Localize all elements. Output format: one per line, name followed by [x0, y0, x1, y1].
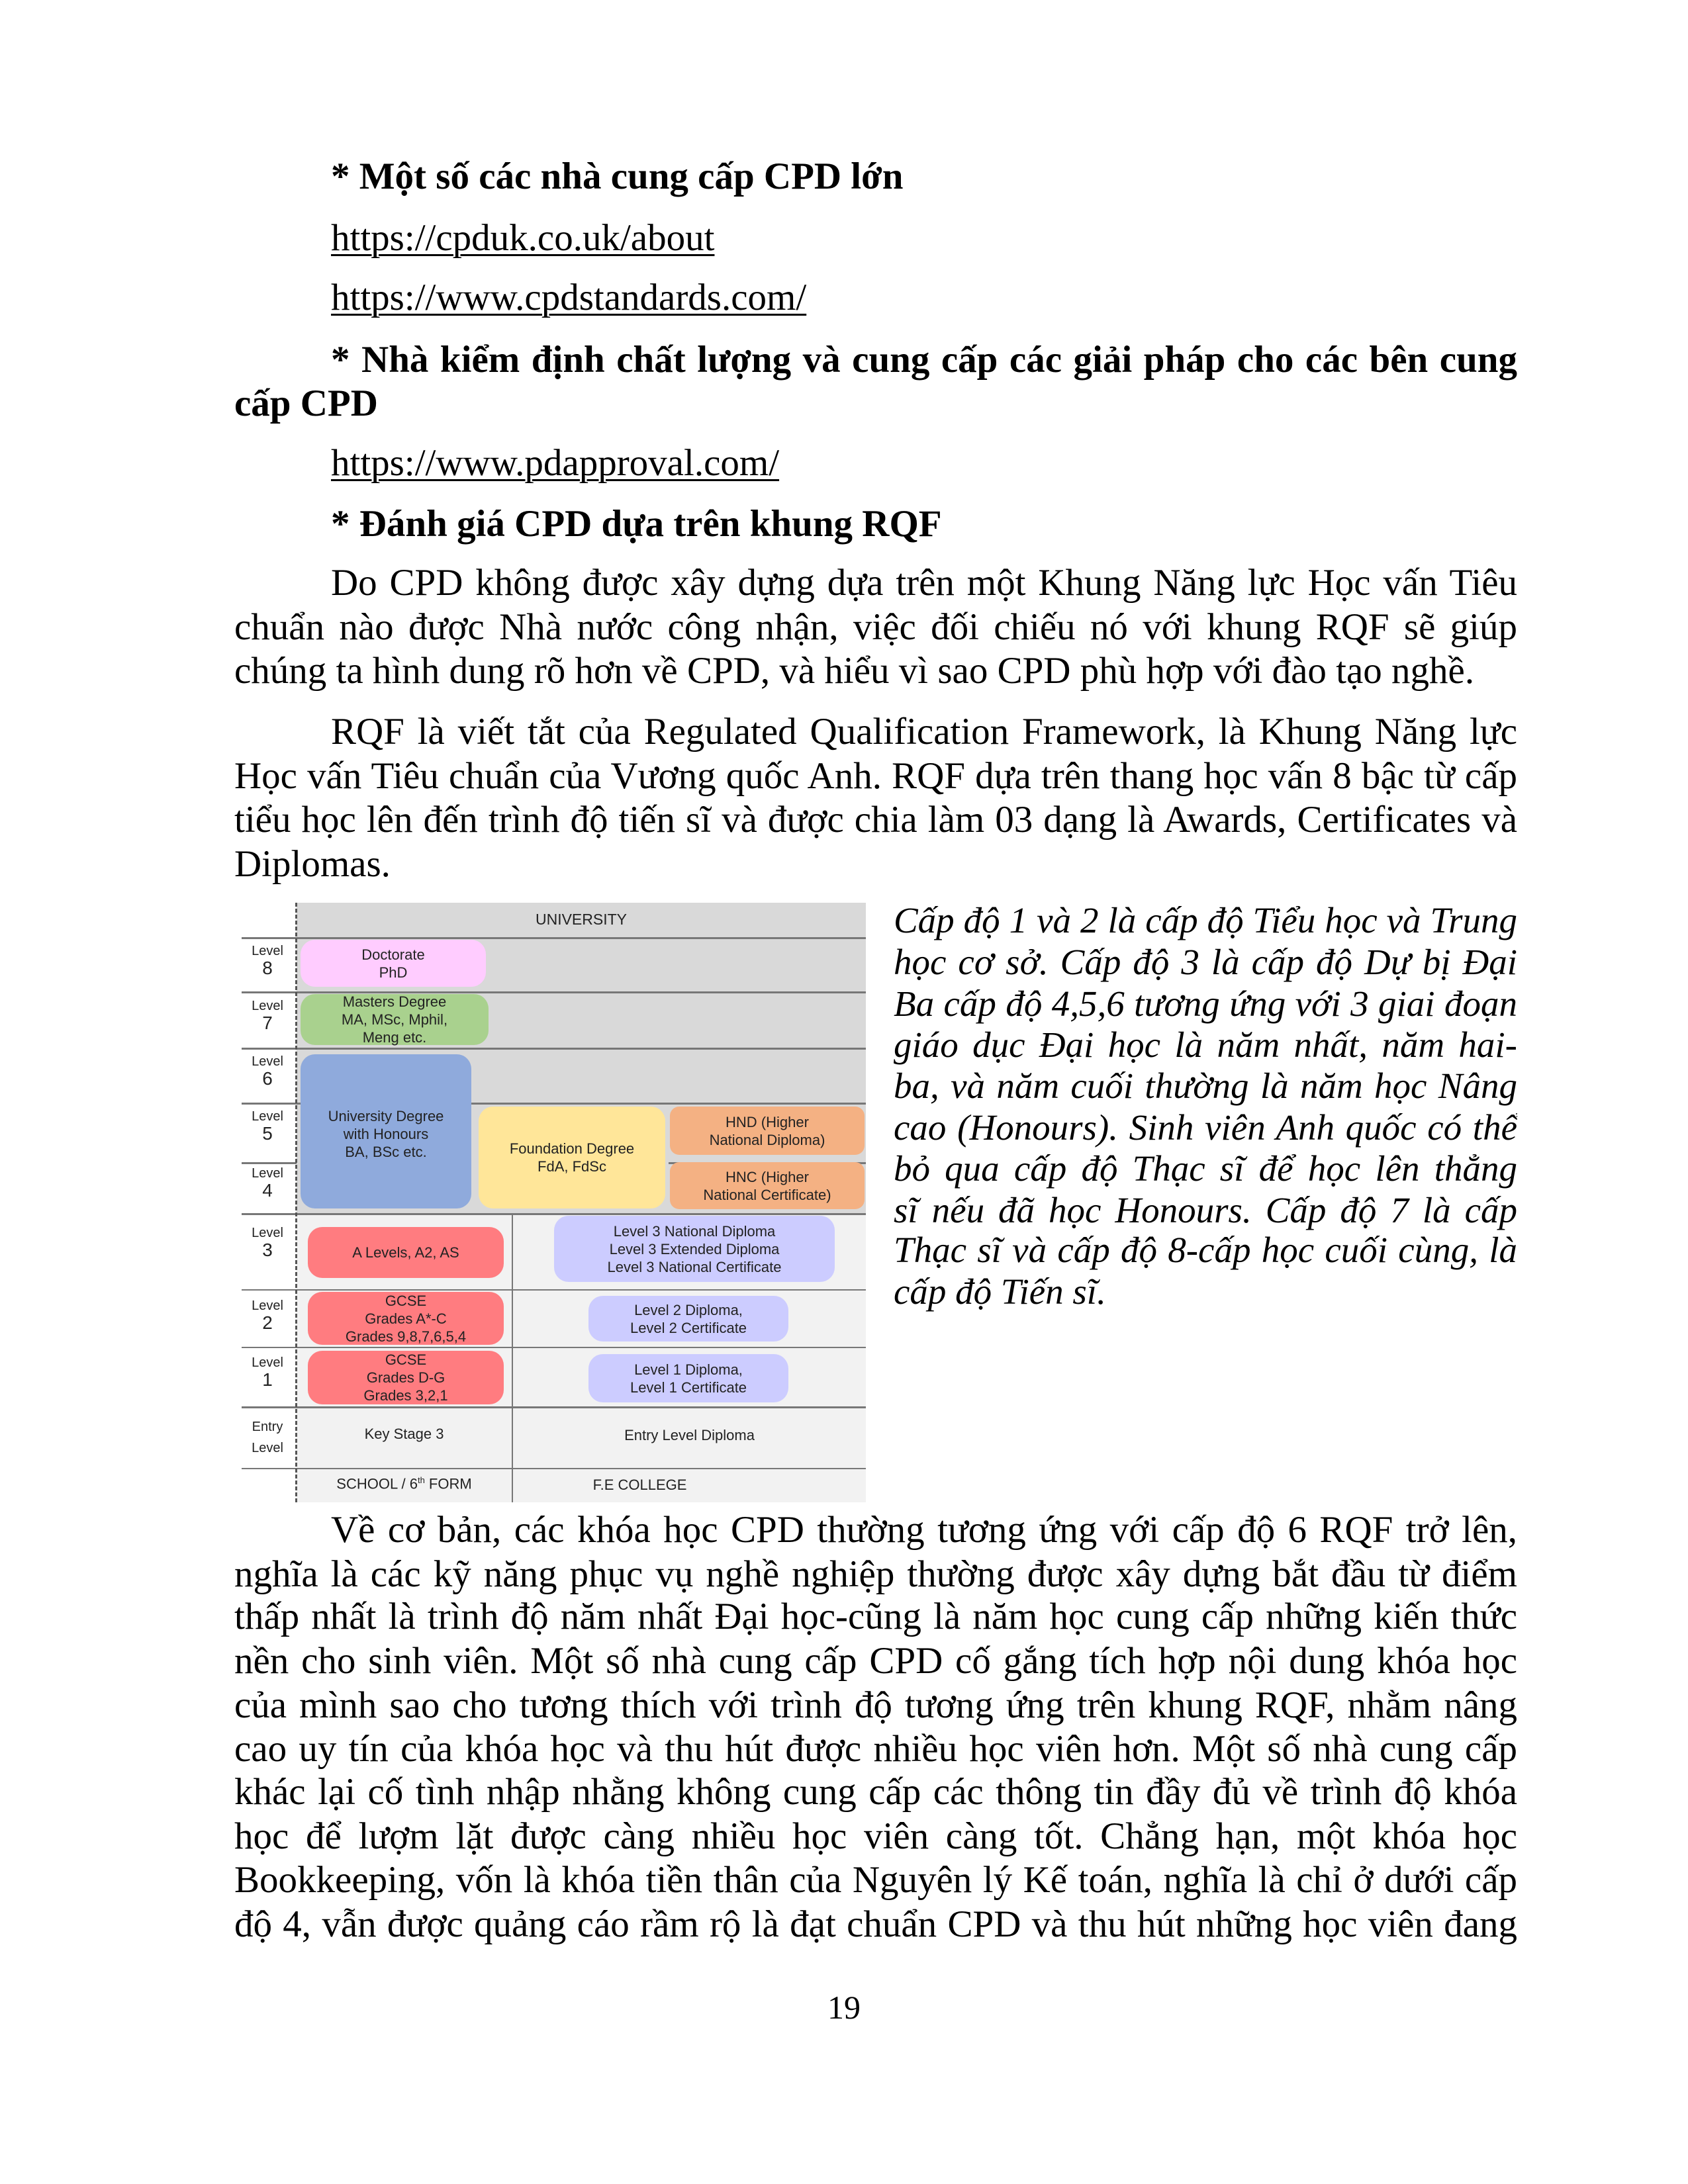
hnc-box: HNC (Higher National Certificate): [670, 1162, 865, 1209]
divider: [242, 1289, 866, 1291]
masters-box: Masters Degree MA, MSc, Mphil, Meng etc.: [301, 994, 489, 1045]
level-label-5: Level 5: [252, 1109, 283, 1144]
para3-line: cao uy tín của khóa học và thu hút được nhiều học viên hơn. Một số nhà cung cấp: [234, 1728, 1517, 1770]
level-label-2: Level 2: [252, 1298, 283, 1333]
para3-line: học để lượm lặt được càng nhiều học viên càng tốt. Chẳng hạn, một khóa học: [234, 1815, 1517, 1857]
school-6th-form-label: SCHOOL / 6th FORM: [336, 1475, 472, 1492]
side-note-line: học cơ sở. Cấp độ 3 là cấp độ Dự bị Đại: [894, 942, 1517, 982]
side-note-line: Cấp độ 1 và 2 là cấp độ Tiểu học và Trung: [894, 900, 1517, 940]
para2-line: Học vấn Tiêu chuẩn của Vương quốc Anh. RQF dựa trên thang học vấn 8 bậc từ cấp: [234, 755, 1517, 797]
para3-line: của mình sao cho tương thích với trình độ tương ứng trên khung RQF, nhằm nâng: [234, 1684, 1517, 1726]
side-note-line: Thạc sĩ và cấp độ 8-cấp học cuối cùng, là: [894, 1230, 1517, 1270]
school-college-divider: [512, 1213, 513, 1502]
divider: [242, 1162, 297, 1164]
link-cpduk[interactable]: https://cpduk.co.uk/about: [331, 217, 715, 259]
para3-line: Về cơ bản, các khóa học CPD thường tương ứng với cấp độ 6 RQF trở lên,: [331, 1509, 1517, 1551]
side-note-line: cấp độ Tiến sĩ.: [894, 1271, 1106, 1312]
para3-line: khác lại cố tình nhập nhằng không cung cấp các thông tin đầy đủ về trình độ khóa: [234, 1771, 1517, 1813]
university-degree-box: University Degree with Honours BA, BSc etc.: [301, 1054, 471, 1208]
fe-college-label: F.E COLLEGE: [592, 1477, 687, 1493]
para3-line: Bookkeeping, vốn là khóa tiền thân của Nguyên lý Kế toán, nghĩa là chỉ ở dưới cấp: [234, 1859, 1517, 1901]
key-stage-3-label: Key Stage 3: [364, 1426, 444, 1442]
para2-line: Diplomas.: [234, 843, 391, 885]
para2-line: RQF là viết tắt của Regulated Qualification Framework, là Khung Năng lực: [331, 711, 1517, 752]
level3-diplomas-box: Level 3 National Diploma Level 3 Extended Diploma Level 3 National Certificate: [554, 1216, 835, 1282]
level-label-7: Level 7: [252, 999, 283, 1033]
heading-cpd-providers: * Một số các nhà cung cấp CPD lớn: [331, 156, 904, 197]
para3-line: nghĩa là các kỹ năng phục vụ nghề nghiệp thường được xây dựng bắt đầu từ điểm: [234, 1553, 1517, 1595]
para3-line: nền cho sinh viên. Một số nhà cung cấp CPD cố gắng tích hợp nội dung khóa học: [234, 1640, 1517, 1682]
para1-line: chúng ta hình dung rõ hơn về CPD, và hiểu vì sao CPD phù hợp với đào tạo nghề.: [234, 650, 1475, 692]
para3-line: độ 4, vẫn được quảng cáo rầm rộ là đạt chuẩn CPD và thu hút những học viên đang: [234, 1903, 1517, 1945]
level-label-3: Level 3: [252, 1226, 283, 1260]
side-note-line: Ba cấp độ 4,5,6 tương ứng với 3 giai đoạn: [894, 983, 1517, 1024]
side-note-line: bỏ qua cấp độ Thạc sĩ để học lên thẳng: [894, 1148, 1517, 1189]
university-header: UNIVERSITY: [535, 911, 628, 928]
gcse-high-grades-box: GCSE Grades A*-C Grades 9,8,7,6,5,4: [308, 1292, 504, 1345]
heading-quality-line2: cấp CPD: [234, 383, 378, 424]
page-number: 19: [827, 1989, 861, 2026]
link-pdapproval[interactable]: https://www.pdapproval.com/: [331, 442, 780, 484]
a-levels-box: A Levels, A2, AS: [308, 1227, 504, 1278]
divider: [242, 1468, 866, 1469]
divider: [242, 1213, 866, 1215]
rqf-framework-diagram: [242, 903, 866, 1502]
side-note-line: ba, và năm cuối thường là năm học Nâng: [894, 1066, 1517, 1106]
para3-line: thấp nhất là trình độ năm nhất Đại học-cũng là năm học cung cấp những kiến thức: [234, 1596, 1517, 1637]
level-label-1: Level 1: [252, 1355, 283, 1390]
level1-diploma-box: Level 1 Diploma, Level 1 Certificate: [588, 1354, 788, 1402]
para1-line: Do CPD không được xây dựng dựa trên một Khung Năng lực Học vấn Tiêu: [331, 562, 1517, 604]
hnd-box: HND (Higher National Diploma): [670, 1107, 865, 1155]
divider: [242, 991, 866, 993]
side-note-line: giáo dục Đại học là năm nhất, năm hai-: [894, 1024, 1517, 1065]
foundation-degree-box: Foundation Degree FdA, FdSc: [479, 1107, 665, 1208]
divider: [242, 937, 866, 939]
entry-level-diploma-label: Entry Level Diploma: [624, 1427, 755, 1443]
para1-line: chuẩn nào được Nhà nước công nhận, việc đối chiếu nó với khung RQF sẽ giúp: [234, 606, 1517, 648]
para2-line: tiểu học lên đến trình độ tiến sĩ và được chia làm 03 dạng là Awards, Certificates và: [234, 799, 1517, 841]
doctorate-box: Doctorate PhD: [301, 940, 486, 987]
side-note-line: cao (Honours). Sinh viên Anh quốc có thể: [894, 1107, 1517, 1148]
divider: [242, 1347, 866, 1348]
divider: [242, 1406, 866, 1408]
heading-quality-line1: * Nhà kiểm định chất lượng và cung cấp các giải pháp cho các bên cung: [331, 339, 1517, 381]
gcse-low-grades-box: GCSE Grades D-G Grades 3,2,1: [308, 1351, 504, 1404]
link-cpdstandards[interactable]: https://www.cpdstandards.com/: [331, 277, 807, 318]
side-note-line: sĩ nếu đã học Honours. Cấp độ 7 là cấp: [894, 1190, 1517, 1230]
level-label-6: Level 6: [252, 1054, 283, 1089]
heading-rqf-evaluation: * Đánh giá CPD dựa trên khung RQF: [331, 503, 942, 545]
divider: [242, 1048, 866, 1050]
level-axis: [295, 903, 297, 1502]
level-label-entry: Entry Level: [252, 1420, 283, 1455]
level-label-8: Level 8: [252, 944, 283, 978]
level-label-4: Level 4: [252, 1166, 283, 1201]
level2-diploma-box: Level 2 Diploma, Level 2 Certificate: [588, 1296, 788, 1342]
